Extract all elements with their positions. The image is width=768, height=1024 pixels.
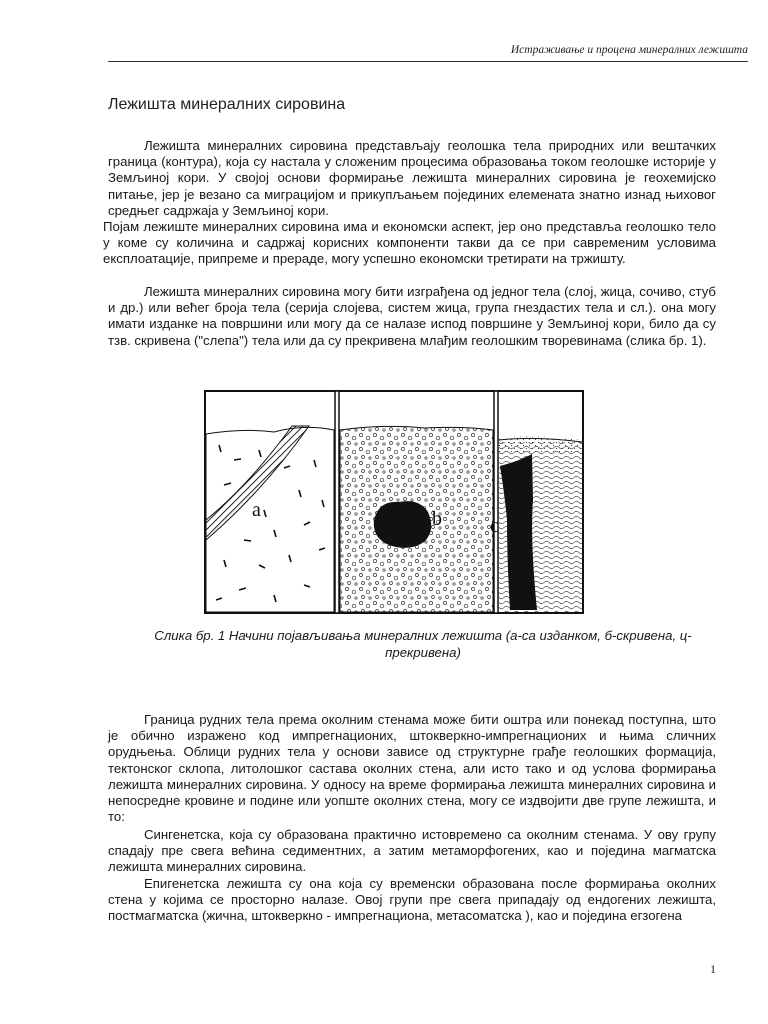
page-number: 1	[710, 962, 716, 976]
label-a: a	[252, 499, 261, 521]
panel-a	[206, 426, 334, 612]
panel-b	[340, 426, 493, 612]
section-title: Лежишта минералних сировина	[108, 96, 346, 113]
paragraph-2: Појам лежиште минералних сировина има и економски аспект, јер оно представља геолошко тело у коме су количина и садржај корисних компоненти такви да се при савременим условима експлоатације, припреме и прераде, могу успешно економски третирати на тржишту.	[103, 219, 716, 267]
label-b: b	[432, 508, 442, 530]
panel-c	[490, 436, 582, 612]
paragraph-5: Сингенетска, која су образована практично истовремено са околним стенама. У ову групу спадају пре свега већина седиментних, а затим метаморфогених, као и поједина магматска лежишта минералних сировина.	[108, 827, 716, 875]
label-c: c	[490, 515, 499, 537]
paragraph-3: Лежишта минералних сировина могу бити изграђена од једног тела (слој, жица, сочиво, стуб и др.) или већег броја тела (серија слојева, систем жица, група гнездастих тела и сл.). она могу имати изданке на површини или могу да се налазе испод површине у Земљиној кори, било да су тзв. скривена ("слепа") тела или да су прекривена млађим геолошким творевинама (слика бр. 1).	[108, 284, 716, 348]
header-rule	[108, 61, 748, 62]
running-header: Истраживање и процена минералних лежишта	[510, 44, 748, 56]
paragraph-4: Граница рудних тела према околним стенама може бити оштра или понекад поступна, што је обично изражено код импрегнационих, штокверкно-импрегнационих и њима сличних орудњења. Облици рудних тела у основи зависе од структурне грађе геолошких формација, тектонског склопа, литолошког састава околних стена, али исто тако и од услова формирања лежишта минералних сировина. У односу на време формирања лежишта минералних сировина и непосредне кровине и подине или уопште околних стена, могу се издвојити две групе лежишта, и то:	[108, 712, 716, 825]
paragraph-6: Епигенетска лежишта су она која су временски образована после формирања околних стена у којима се просторно налазе. Овој групи пре свега припадају од ендогених лежишта, постмагматска (жична, штокверкно - импрегнациона, метасоматска ), као и поједина егзогена	[108, 876, 716, 924]
figure-ore-occurrence	[204, 390, 584, 614]
paragraph-1: Лежишта минералних сировина представљају геолошка тела природних или вештачких граница (контура), која су настала у сложеним процесима образовања током геолошке историје у Земљиној кори. У својој основи формирање лежишта минералних сировина је геохемијско питање, јер је везано са миграцијом и прикупљањем појединих елемената знатно изнад њиховог средњег садржаја у Земљиној кори.	[108, 138, 716, 218]
figure-caption: Слика бр. 1 Начини појављивања минералних лежишта (а-са изданком, б-скривена, ц-прекривена)	[154, 628, 692, 660]
